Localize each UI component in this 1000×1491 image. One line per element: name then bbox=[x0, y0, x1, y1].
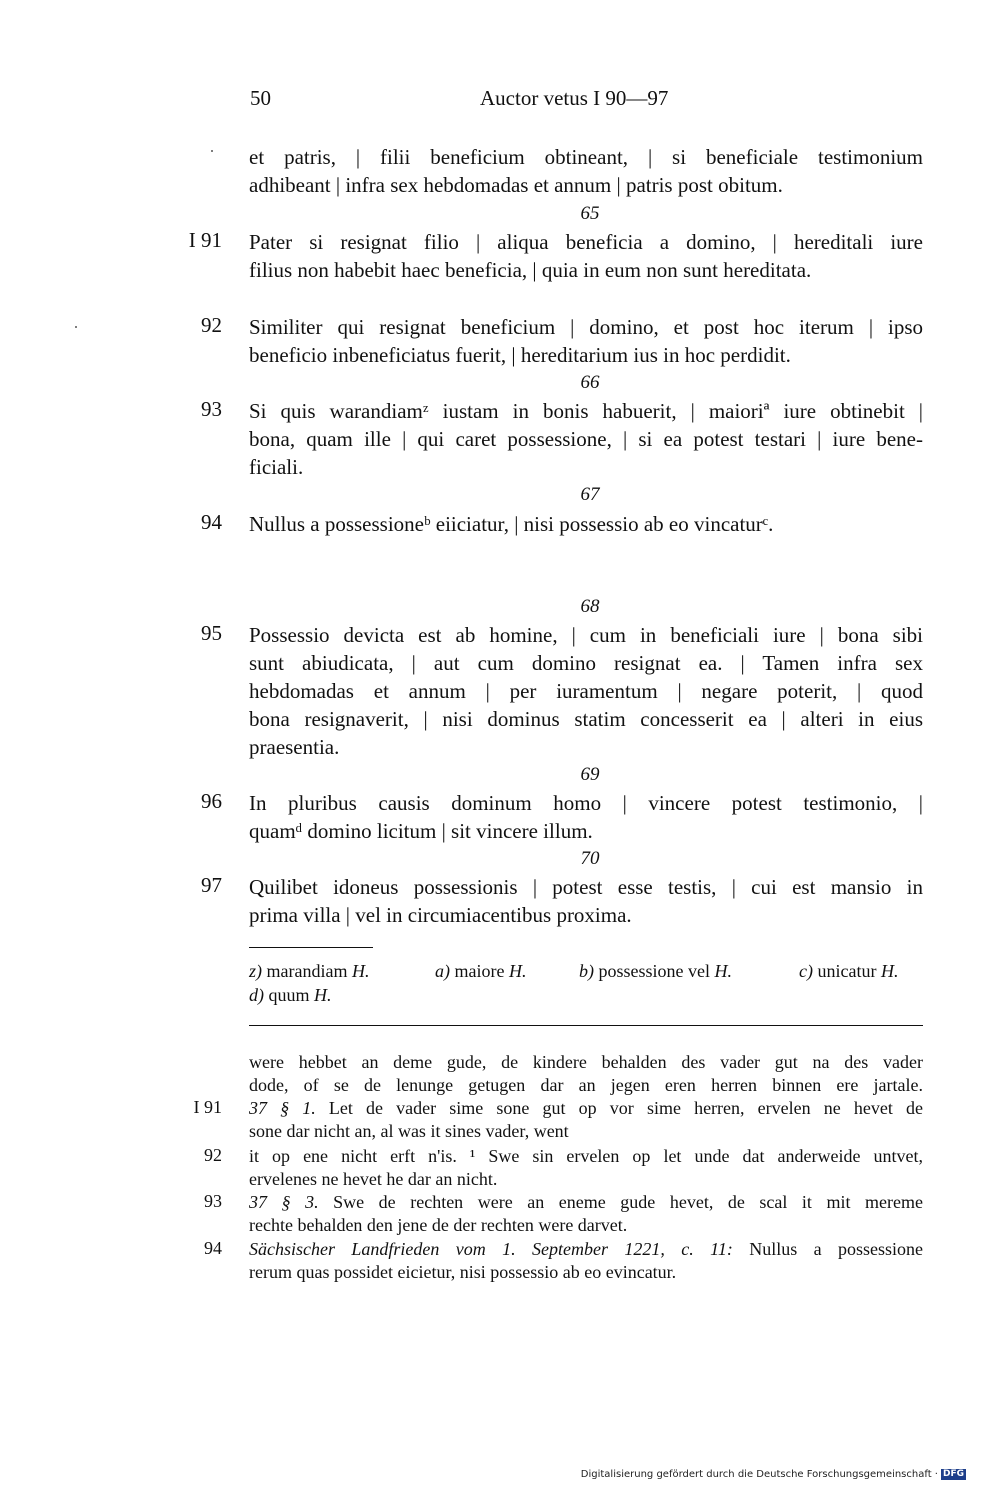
german-line: ervelenes ne hevet he dar an nicht. bbox=[249, 1169, 498, 1189]
german-reference: Sächsischer Landfrieden vom 1. September 1221, c. 11: bbox=[249, 1239, 733, 1259]
section-number: 65 bbox=[580, 203, 600, 224]
text-line: prima villa | vel in circumiacentibus proxima. bbox=[249, 903, 632, 927]
german-line: 37 § 3. Swe de rechten were an eneme gude hevet, de scal it mit mereme bbox=[249, 1192, 923, 1212]
german-line: sone dar nicht an, al was it sines vader, went bbox=[249, 1121, 569, 1141]
text-line: bona, quam ille | qui caret possessione, | si ea potest testari | iure bene- bbox=[249, 427, 923, 451]
text-line: filius non habebit haec beneficia, | quia in eum non sunt hereditata. bbox=[249, 258, 812, 282]
german-line: Sächsischer Landfrieden vom 1. September 1221, c. 11: Nullus a possessione bbox=[249, 1239, 923, 1259]
dfg-logo-icon: DFG bbox=[942, 1469, 964, 1479]
section-number: 70 bbox=[580, 848, 600, 869]
footnote-rule bbox=[249, 947, 373, 948]
text-line: beneficio inbeneficiatus fuerit, | hereditarium ius in hoc perdidit. bbox=[249, 343, 791, 367]
german-line: rechte behalden den jene de der rechten were darvet. bbox=[249, 1215, 628, 1235]
footnote-b: b) possessione vel H. bbox=[579, 961, 732, 981]
footnote-d: d) quum H. bbox=[249, 985, 332, 1005]
margin-speck bbox=[75, 326, 77, 328]
german-line-number: 94 bbox=[204, 1238, 222, 1258]
section-divider bbox=[249, 1025, 923, 1026]
credit-text: Digitalisierung gefördert durch die Deutsche Forschungsgemeinschaft · bbox=[580, 1469, 938, 1480]
german-line: 37 § 1. Let de vader sime sone gut op vor sime herren, ervelen ne hevet de bbox=[249, 1098, 924, 1118]
text-line: Nullus a possessioneᵇ eiiciatur, | nisi possessio ab eo vincaturᶜ. bbox=[249, 512, 774, 536]
line-number: 97 bbox=[201, 873, 222, 897]
line-number: 93 bbox=[201, 397, 222, 421]
german-line-number: 93 bbox=[204, 1191, 222, 1211]
german-line-number: I 91 bbox=[193, 1097, 222, 1117]
text-line: adhibeant | infra sex hebdomadas et annum | patris post obitum. bbox=[249, 173, 783, 197]
text-line: et patris, | filii beneficium obtineant, | si beneficiale testimonium bbox=[249, 145, 923, 169]
footnote-c: c) unicatur H. bbox=[799, 961, 899, 981]
section-number: 69 bbox=[580, 764, 600, 785]
page-number: 50 bbox=[250, 86, 271, 110]
margin-speck bbox=[211, 150, 213, 152]
running-title: Auctor vetus I 90—97 bbox=[480, 86, 669, 110]
german-line: dode, of se de lenunge getugen dar an jegen eren herren binnen ere jartale. bbox=[249, 1075, 923, 1095]
german-line: were hebbet an deme gude, de kindere behalden des vader gut na des vader bbox=[249, 1052, 923, 1072]
german-reference: 37 § 3. bbox=[249, 1192, 319, 1212]
text-line: Si quis warandiamᶻ iustam in bonis habuerit, | maioriª iure obtinebit | bbox=[249, 399, 923, 423]
text-line: In pluribus causis dominum homo | vincere potest testimonio, | bbox=[249, 791, 923, 815]
line-number: 96 bbox=[201, 789, 222, 813]
text-line: Pater si resignat filio | aliqua beneficia a domino, | hereditali iure bbox=[249, 230, 923, 254]
section-number: 67 bbox=[580, 484, 600, 505]
footnote-z: z) marandiam H. bbox=[249, 961, 370, 981]
text-line: bona resignaverit, | nisi dominus statim concesserit ea | alteri in eius bbox=[249, 707, 923, 731]
line-number: 92 bbox=[201, 313, 222, 337]
line-number: I 91 bbox=[188, 228, 222, 252]
section-number: 68 bbox=[580, 596, 600, 617]
text-line: praesentia. bbox=[249, 735, 340, 759]
text-line: Similiter qui resignat beneficium | domino, et post hoc iterum | ipso bbox=[249, 315, 923, 339]
german-reference: 37 § 1. bbox=[249, 1098, 316, 1118]
text-line: quamᵈ domino licitum | sit vincere illum. bbox=[249, 819, 593, 843]
footnote-a: a) maiore H. bbox=[435, 961, 527, 981]
german-line-number: 92 bbox=[204, 1145, 222, 1165]
section-number: 66 bbox=[580, 372, 600, 393]
line-number: 94 bbox=[201, 510, 222, 534]
text-line: hebdomadas et annum | per iuramentum | negare poterit, | quod bbox=[249, 679, 923, 703]
german-line: rerum quas possidet eicietur, nisi possessio ab eo evincatur. bbox=[249, 1262, 677, 1282]
text-line: Quilibet idoneus possessionis | potest esse testis, | cui est mansio in bbox=[249, 875, 923, 899]
text-line: Possessio devicta est ab homine, | cum in beneficiali iure | bona sibi bbox=[249, 623, 923, 647]
line-number: 95 bbox=[201, 621, 222, 645]
german-line: it op ene nicht erft n'is. ¹ Swe sin ervelen op let unde dat anderweide untvet, bbox=[249, 1146, 923, 1166]
text-line: sunt abiudicata, | aut cum domino resignat ea. | Tamen infra sex bbox=[249, 651, 923, 675]
text-line: ficiali. bbox=[249, 455, 304, 479]
dfg-credit bbox=[581, 1469, 966, 1480]
footnote-line bbox=[249, 984, 923, 1007]
